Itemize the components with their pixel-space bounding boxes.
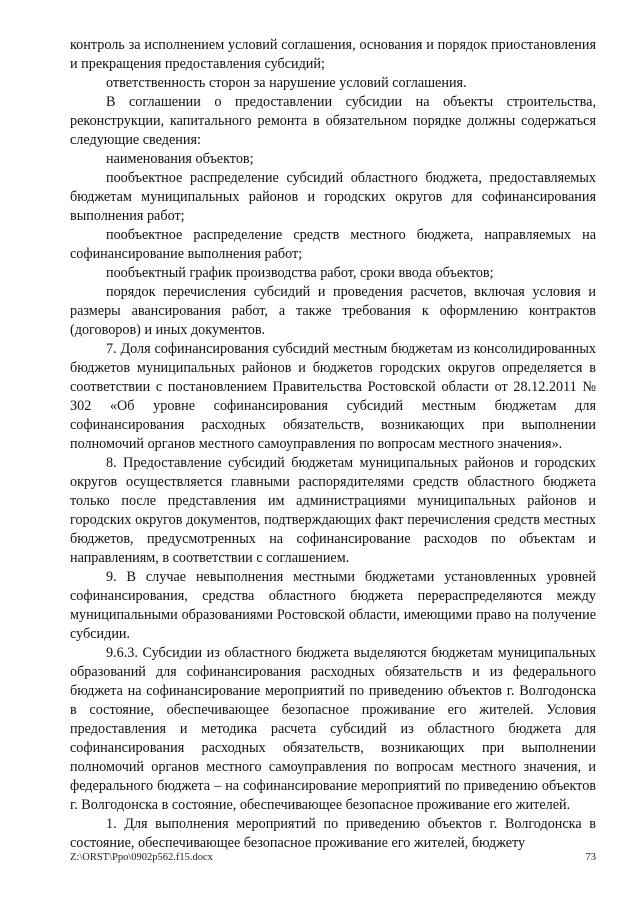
paragraph-control: контроль за исполнением условий соглашения, основания и порядок приостановления и прекращения предоставления субсидий;: [70, 37, 596, 72]
file-path: Z:\ORST\Ppo\0902p562.f15.docx: [70, 852, 213, 863]
paragraph-local-distribution: пообъектное распределение средств местного бюджета, направляемых на софинансирование выполнения работ;: [70, 227, 596, 262]
paragraph-transfer-procedure: порядок перечисления субсидий и проведения расчетов, включая условия и размеры авансирования работ, а также требования к оформлению контрактов (договоров) и иных документов.: [70, 284, 596, 338]
page-number: 73: [585, 852, 596, 863]
paragraph-object-names: наименования объектов;: [106, 151, 254, 167]
paragraph-regional-distribution: пообъектное распределение субсидий областного бюджета, предоставляемых бюджетам муниципальных районов и городских округов для софинансирования выполнения работ;: [70, 170, 596, 224]
paragraph-item-1: 1. Для выполнения мероприятий по приведению объектов г. Волгодонска в состояние, обеспечивающее безопасное проживание его жителей, бюджету: [70, 816, 596, 851]
paragraph-item-7: 7. Доля софинансирования субсидий местным бюджетам из консолидированных бюджетов муниципальных районов и бюджетов городских округов определяется в соответствии с постановлением Правительства Ростовской области от 28.12.2011 № 302 «Об уровне софинансирования субсидий местным бюджетам для софинансирования расходных обязательств, возникающих при выполнении полномочий органов местного самоуправления по вопросам местного значения».: [70, 341, 596, 452]
page-footer: [70, 852, 596, 863]
paragraph-section-9-6-3: 9.6.3. Субсидии из областного бюджета выделяются бюджетам муниципальных образований для софинансирования расходных обязательств и из федерального бюджета на софинансирование мероприятий по приведению объектов г. Волгодонска в состояние, обеспечивающее безопасное проживание его жителей. Условия предоставления и методика расчета субсидий из областного бюджета для софинансирования расходных обязательств, возникающих при выполнении полномочий органов местного самоуправления по вопросам местного значения, и федерального бюджета – на софинансирование мероприятий по приведению объектов г. Волгодонска в состояние, обеспечивающее безопасное проживание его жителей.: [70, 645, 596, 813]
paragraph-schedule: пообъектный график производства работ, сроки ввода объектов;: [106, 265, 494, 281]
paragraph-item-8: 8. Предоставление субсидий бюджетам муниципальных районов и городских округов осуществляется главными распорядителями средств областного бюджета только после представления им администрациями муниципальных районов и городских округов документов, подтверждающих факт перечисления средств местных бюджетов, предусмотренных на софинансирование расходов по объектам и направлениям, в соответствии с соглашением.: [70, 455, 596, 566]
paragraph-item-9: 9. В случае невыполнения местными бюджетами установленных уровней софинансирования, средства областного бюджета перераспределяются между муниципальными образованиями Ростовской области, имеющими право на получение субсидии.: [70, 569, 596, 642]
document-page: [70, 36, 596, 853]
paragraph-responsibility: ответственность сторон за нарушение условий соглашения.: [106, 75, 467, 91]
paragraph-agreement-contents: В соглашении о предоставлении субсидии на объекты строительства, реконструкции, капитального ремонта в обязательном порядке должны содержаться следующие сведения:: [70, 94, 596, 148]
